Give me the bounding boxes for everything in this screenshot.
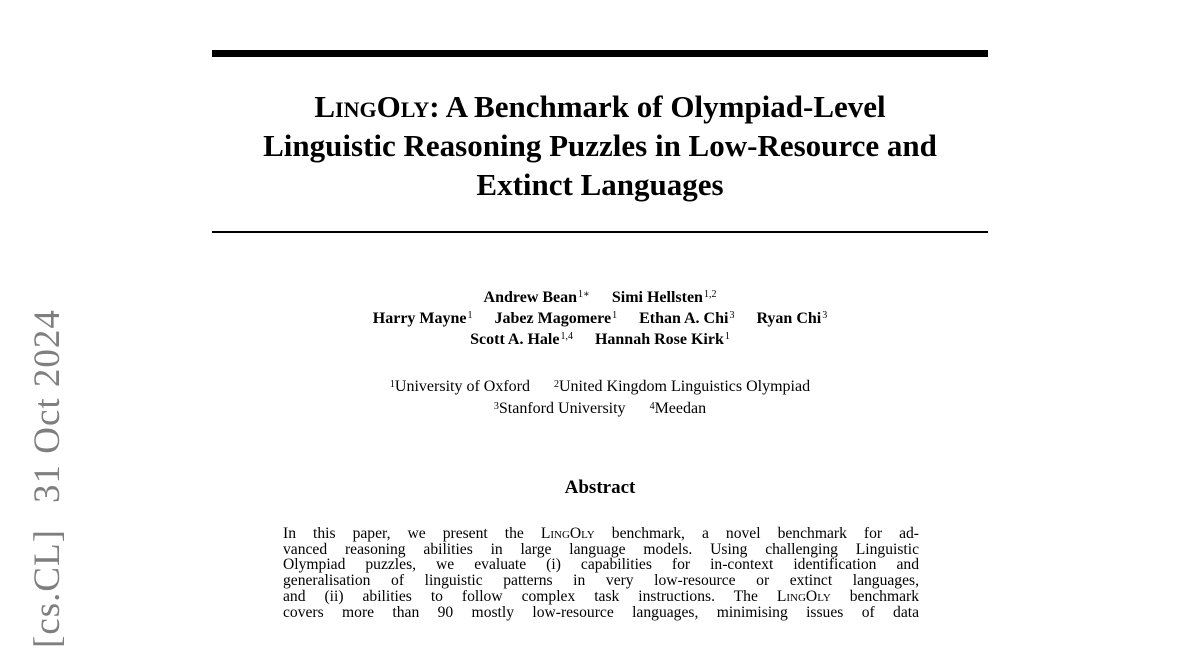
benchmark-name: LingOly (776, 587, 831, 605)
author (495, 310, 618, 327)
author-affiliation-mark: 3 (729, 310, 735, 321)
affiliation-name: Meedan (654, 400, 707, 417)
author-name: Harry Mayne (372, 310, 467, 327)
abstract-text: benchmark, a novel benchmark for ad- (594, 525, 920, 542)
author-name: Andrew Bean (483, 289, 578, 306)
affiliation-mark: 4 (649, 401, 655, 412)
author (470, 331, 573, 348)
affiliation-mark: 3 (493, 401, 499, 412)
author (373, 310, 473, 327)
author (639, 310, 734, 327)
abstract-line: generalisation of linguistic patterns in very low-resource or extinct languages, (283, 572, 919, 590)
affiliation-name: Stanford University (498, 400, 626, 417)
affiliation (650, 400, 707, 417)
affiliation-list (212, 376, 988, 420)
author-name: Hannah Rose Kirk (594, 331, 724, 348)
author-row (212, 287, 988, 308)
abstract-line: Olympiad puzzles, we evaluate (i) capabilities for in-context identification and (283, 556, 919, 574)
author-affiliation-mark: 1,2 (703, 289, 717, 300)
abstract-line: covers more than 90 mostly low-resource languages, minimising issues of data (283, 603, 919, 621)
affiliation (390, 378, 530, 395)
author-affiliation-mark: 1 (724, 331, 730, 342)
author (484, 289, 590, 306)
title-line-1-rest: : A Benchmark of Olympiad-Level (429, 89, 886, 124)
author-affiliation-mark: 1∗ (578, 289, 590, 300)
author-row (212, 308, 988, 329)
arxiv-stamp (26, 309, 70, 648)
author (612, 289, 717, 306)
author-list (212, 287, 988, 350)
title-line-2: Linguistic Reasoning Puzzles in Low-Resource and (263, 128, 937, 163)
title-benchmark-name: LingOly (314, 89, 430, 124)
affiliation (494, 400, 626, 417)
affiliation-mark: 1 (389, 379, 395, 390)
author (756, 310, 827, 327)
author-affiliation-mark: 1 (467, 310, 473, 321)
arxiv-category: [cs.CL] (27, 529, 68, 648)
paper-title (212, 87, 988, 204)
benchmark-name: LingOly (540, 525, 595, 542)
title-rule-bottom (212, 231, 988, 233)
abstract-text: and (ii) abilities to follow complex task instructions. The (283, 587, 777, 605)
abstract-text: benchmark (830, 587, 919, 605)
author-name: Jabez Magomere (494, 310, 612, 327)
author-affiliation-mark: 1,4 (560, 331, 573, 342)
author-name: Simi Hellsten (611, 289, 703, 306)
abstract-line (283, 526, 919, 542)
affiliation (554, 378, 810, 395)
affiliation-mark: 2 (554, 379, 559, 390)
affiliation-name: United Kingdom Linguistics Olympiad (559, 378, 811, 395)
author-name: Scott A. Hale (470, 331, 560, 348)
affiliation-row (212, 376, 988, 398)
author-affiliation-mark: 1 (612, 310, 618, 321)
affiliation-name: University of Oxford (394, 378, 530, 395)
author-affiliation-mark: 3 (822, 310, 828, 321)
affiliation-row (212, 398, 988, 420)
author-name: Ethan A. Chi (639, 310, 729, 327)
author-name: Ryan Chi (756, 310, 822, 327)
abstract-text: In this paper, we present the (283, 525, 541, 542)
abstract-heading: Abstract (564, 477, 636, 498)
arxiv-date: 31 Oct 2024 (27, 309, 68, 503)
title-rule-top (212, 50, 988, 57)
author (595, 331, 730, 348)
author-row (212, 329, 988, 350)
abstract-line: vanced reasoning abilities in large language models. Using challenging Linguistic (283, 540, 919, 558)
title-line-1 (212, 87, 988, 126)
abstract-line (283, 589, 919, 605)
abstract-body (283, 526, 919, 620)
title-line-3: Extinct Languages (476, 167, 724, 202)
